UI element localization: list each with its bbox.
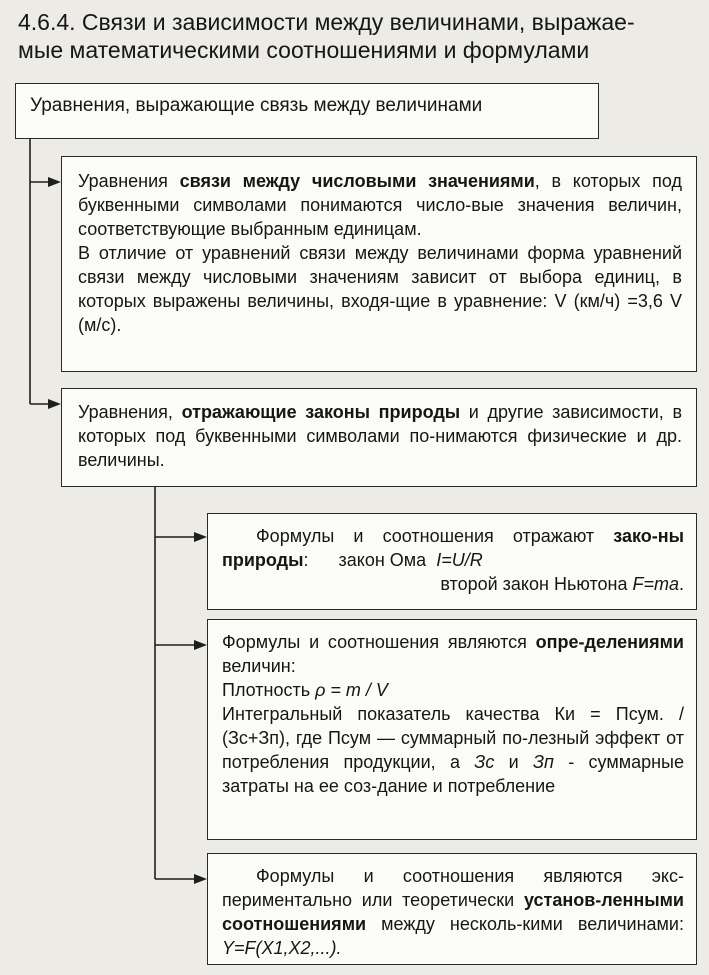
numeric-box-paragraph-2: В отличие от уравнений связи между величинами форма уравнений связи между числовыми значениям зависит от выбора единиц, в которых выражены величины, входя-щие в уравнение: V (км/ч) =3,6 V (м/с).	[78, 243, 682, 335]
integral-zc: Зс	[474, 752, 495, 772]
f3-paragraph	[222, 864, 684, 960]
newton-law-label: второй закон Ньютона	[440, 574, 628, 594]
f1-paragraph	[222, 524, 684, 572]
box-numeric-value-equations	[61, 156, 697, 372]
f3-formula: Y=F(X1,X2,...).	[222, 938, 342, 958]
f2-bold: опре-делениями	[535, 632, 684, 652]
f3-post: между несколь-кими величинами:	[366, 914, 684, 934]
density-label: Плотность	[222, 680, 311, 700]
f3-pre: Формулы и соотношения являются экс-периментально или теоретически	[222, 866, 684, 910]
arrow-f3	[194, 874, 207, 884]
numeric-p1-post: , в которых под буквенными символами понимаются число-вые значения величин, соответствующие выбранным единицам.	[78, 171, 683, 239]
integral-post: - суммарные затраты на ее соз-дание и потребление	[222, 752, 684, 796]
numeric-p1-bold: связи между числовыми значениями	[179, 171, 535, 191]
arrow-f1	[194, 532, 207, 542]
f2-post: величин:	[222, 656, 296, 676]
ohm-law-formula: I=U/R	[436, 550, 483, 570]
laws-post: и другие зависимости, в которых под буквенными символами по-нимаются физические и др. величины.	[78, 402, 683, 470]
f2-paragraph-1	[222, 630, 684, 678]
f1-pre: Формулы и соотношения отражают	[256, 526, 614, 546]
page-title-line-1: 4.6.4. Связи и зависимости между величинами, выражае-	[18, 9, 635, 35]
f1-bold: зако-ны природы	[222, 526, 684, 570]
f1-newton-line	[222, 572, 684, 596]
f2-density-line	[222, 678, 684, 702]
box-formulas-established-relations	[207, 853, 697, 965]
box-formulas-definitions	[207, 619, 697, 840]
f2-integral-paragraph	[222, 702, 684, 798]
arrow-numeric	[48, 177, 61, 187]
main-box-text: Уравнения, выражающие связь между величинами	[30, 95, 483, 116]
ohm-law-label: закон Ома	[338, 550, 427, 570]
laws-box-paragraph	[78, 400, 682, 472]
integral-and: и	[494, 752, 533, 772]
f3-bold: установ-ленными соотношениями	[222, 890, 684, 934]
numeric-box-paragraph-1	[78, 169, 682, 241]
box-formulas-nature-laws	[207, 513, 697, 610]
density-formula: ρ = m / V	[315, 680, 388, 700]
laws-bold: отражающие законы природы	[181, 402, 461, 422]
numeric-p1-pre: Уравнения	[78, 171, 180, 191]
laws-pre: Уравнения,	[78, 402, 182, 422]
box-nature-law-equations	[61, 388, 697, 487]
arrow-f2	[194, 640, 207, 650]
newton-law-formula: F=ma	[632, 574, 679, 594]
f2-pre: Формулы и соотношения являются	[222, 632, 536, 652]
page-title-line-2: мые математическими соотношениями и формулами	[18, 37, 590, 63]
integral-pre: Интегральный показатель качества Ки = Псум. / (Зс+Зп), где Псум — суммарный по-лезный эффект от потребления продукции, а	[222, 704, 684, 772]
integral-zp: Зп	[532, 752, 554, 772]
f1-colon: :	[303, 550, 309, 570]
box-relations-between-quantities	[15, 83, 599, 139]
arrow-laws	[48, 399, 61, 409]
f1-end: .	[678, 574, 684, 594]
